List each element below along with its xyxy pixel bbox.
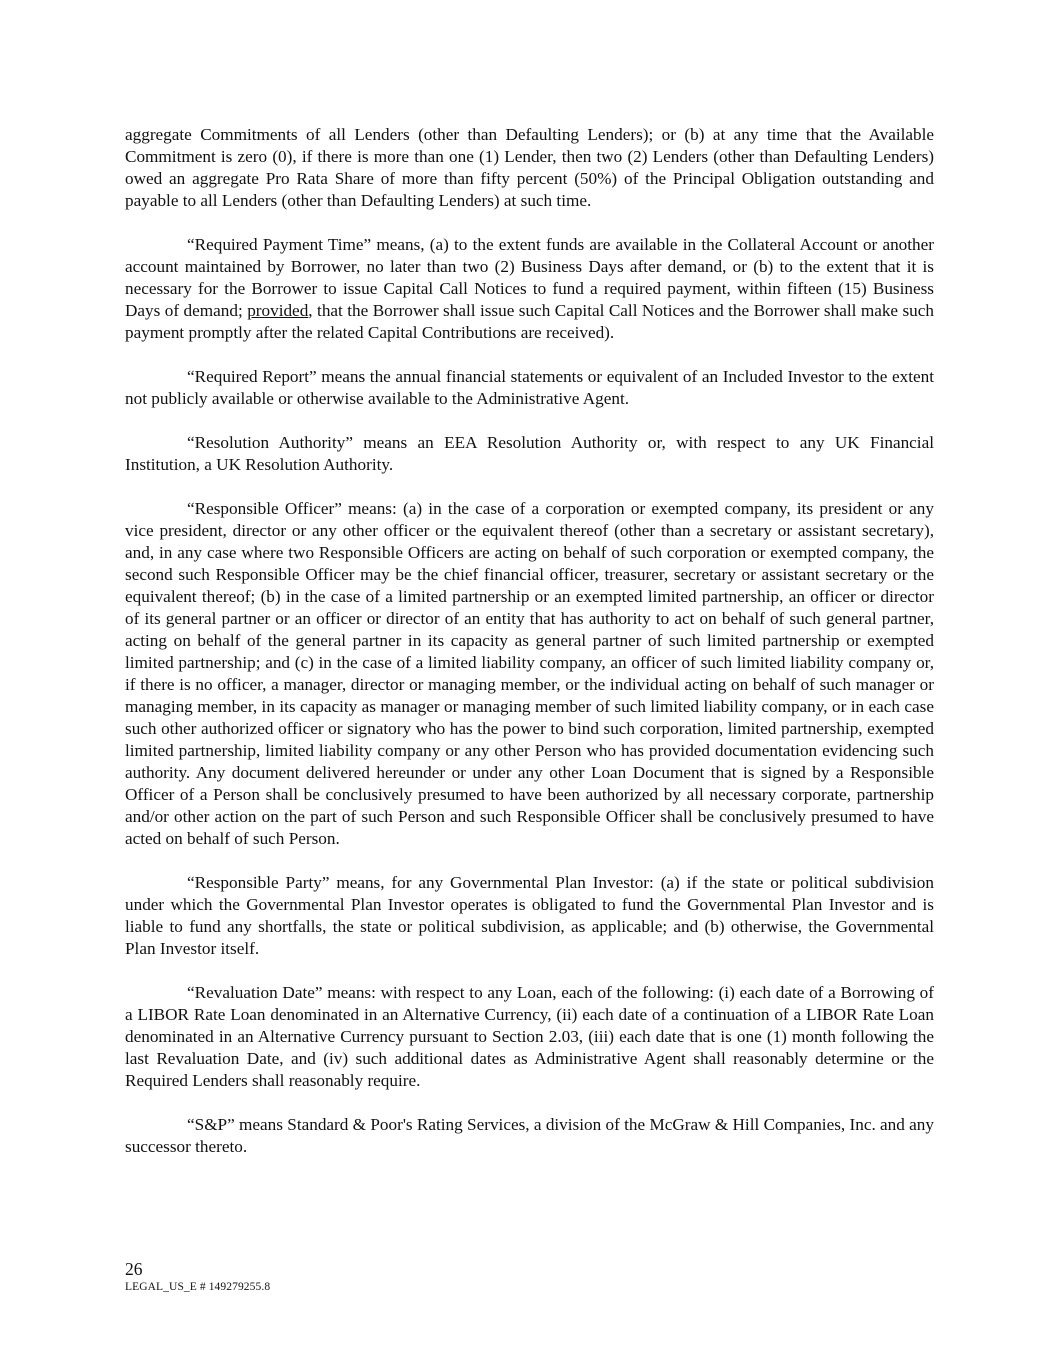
page-number: 26 [125,1259,143,1279]
definition-s-and-p: “S&P” means Standard & Poor's Rating Services, a division of the McGraw & Hill Companies, Inc. and any successor thereto. [125,1115,934,1156]
definition-required-report: “Required Report” means the annual financial statements or equivalent of an Included Investor to the extent not publicly available or otherwise available to the Administrative Agent. [125,367,934,408]
paragraph-continuation: aggregate Commitments of all Lenders (other than Defaulting Lenders); or (b) at any time that the Available Commitment is zero (0), if there is more than one (1) Lender, then two (2) Lenders (other than Defaulting Lenders) owed an aggregate Pro Rata Share of more than fifty percent (50%) of the Principal Obligation outstanding and payable to all Lenders (other than Defaulting Lenders) at such time. [125,125,934,210]
provided-underlined: provided [247,301,309,320]
definition-responsible-officer: “Responsible Officer” means: (a) in the case of a corporation or exempted company, its president or any vice president, director or any other officer or the equivalent thereof (other than a secretary or assistant secretary), and, in any case where two Responsible Officers are acting on behalf of such corporation or exempted company, the second such Responsible Officer may be the chief financial officer, treasurer, secretary or assistant secretary or the equivalent thereof; (b) in the case of a limited partnership or an exempted limited partnership, an officer or director of its general partner or an officer or director of an entity that has authority to act on behalf of such general partner, acting on behalf of the general partner in its capacity as general partner of such limited partnership or exempted limited partnership; and (c) in the case of a limited liability company, an officer of such limited liability company or, if there is no officer, a manager, director or managing member, or the individual acting on behalf of such manager or managing member, in its capacity as manager or managing member of such limited liability company, or in each case such other authorized officer or signatory who has the power to bind such corporation, limited partnership, exempted limited partnership, limited liability company or any other Person who has provided documentation evidencing such authority. Any document delivered hereunder or under any other Loan Document that is signed by a Responsible Officer of a Person shall be conclusively presumed to have been authorized by all necessary corporate, partnership and/or other action on the part of such Person and such Responsible Officer shall be conclusively presumed to have acted on behalf of such Person. [125,499,934,848]
definition-text-end: , that the Borrower shall issue such Capital Call Notices and the Borrower shall make such payment promptly after the related Capital Contributions are received). [125,301,935,342]
document-id: LEGAL_US_E # 149279255.8 [125,1281,271,1293]
definition-resolution-authority: “Resolution Authority” means an EEA Resolution Authority or, with respect to any UK Financial Institution, a UK Resolution Authority. [125,433,934,474]
definition-text-start: “Required Payment Time” means, (a) to the extent funds are available in the Collateral Account or another account maintained by Borrower, no later than two (2) Business Days after demand, or (b) to the extent that it is necessary for the Borrower to issue Capital Call Notices to fund a required payment, within fifteen (15) Business Days of demand; [125,235,934,320]
document-body [125,124,934,1180]
definition-revaluation-date: “Revaluation Date” means: with respect to any Loan, each of the following: (i) each date of a Borrowing of a LIBOR Rate Loan denominated in an Alternative Currency, (ii) each date of a continuation of a LIBOR Rate Loan denominated in an Alternative Currency pursuant to Section 2.03, (iii) each date that is one (1) month following the last Revaluation Date, and (iv) such additional dates as Administrative Agent shall reasonably determine or the Required Lenders shall reasonably require. [125,983,934,1090]
definition-required-payment-time [125,234,934,344]
definition-responsible-party: “Responsible Party” means, for any Governmental Plan Investor: (a) if the state or political subdivision under which the Governmental Plan Investor operates is obligated to fund the Governmental Plan Investor and is liable to fund any shortfalls, the state or political subdivision, as applicable; and (b) otherwise, the Governmental Plan Investor itself. [125,873,934,958]
page-footer [125,1259,270,1295]
